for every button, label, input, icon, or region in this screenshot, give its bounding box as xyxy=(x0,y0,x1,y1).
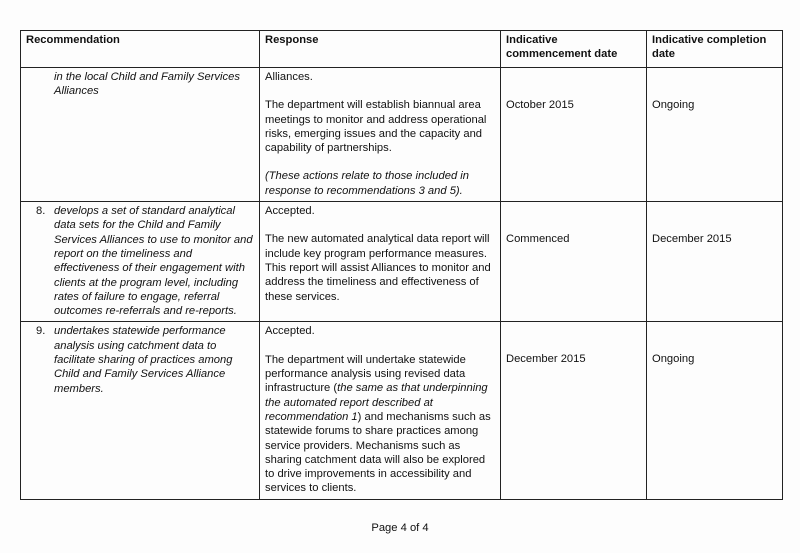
response-cell xyxy=(260,202,501,322)
response-body: The department will establish biannual area meetings to monitor and address operational risks, emerging issues and the capacity and capability of partnerships. xyxy=(265,99,487,155)
recommendation-cell xyxy=(21,202,260,322)
response-note: (These actions relate to those included in response to recommendations 3 and 5). xyxy=(265,170,469,197)
commencement-date: October 2015 xyxy=(506,99,574,111)
recommendation-text: develops a set of standard analytical data sets for the Child and Family Services Alliances to use to monitor and report on the timeliness and effectiveness of their engagement with clients at the program level, including rates of failure to engage, referral outcomes re-referrals and re-reports. xyxy=(54,205,253,318)
recommendation-cell xyxy=(21,68,260,202)
response-lead: Accepted. xyxy=(265,205,315,218)
response-body: The new automated analytical data report will include key program performance measures. This report will assist Alliances to monitor and address the timeliness and effectiveness of these services. xyxy=(265,233,491,303)
commencement-cell xyxy=(501,202,647,322)
response-cell xyxy=(260,68,501,202)
recommendation-text: undertakes statewide performance analysis using catchment data to facilitate sharing of practices among Child and Family Services Alliance members. xyxy=(54,325,233,395)
header-response: Response xyxy=(260,31,501,68)
completion-date: Ongoing xyxy=(652,353,695,366)
recommendation-cell xyxy=(21,322,260,499)
header-commencement-date: Indicative commencement date xyxy=(501,31,647,68)
table-row xyxy=(21,68,783,202)
completion-cell xyxy=(647,202,783,322)
completion-date: Ongoing xyxy=(652,99,695,111)
recommendation-number: 9. xyxy=(36,325,46,338)
response-lead: Accepted. xyxy=(265,325,315,338)
response-body xyxy=(265,353,496,496)
completion-cell xyxy=(647,322,783,499)
recommendation-text: in the local Child and Family Services Alliances xyxy=(54,71,240,98)
table-header-row xyxy=(21,31,783,68)
page-number: Page 4 of 4 xyxy=(371,522,429,534)
response-body-part: ) and mechanisms such as statewide forums to share practices among service providers. Mechanisms such as sharing catchment data will also be explored to drive improvements in accessibility and services to clients. xyxy=(265,410,491,495)
recommendations-table xyxy=(20,30,783,500)
table-row xyxy=(21,322,783,499)
commencement-cell xyxy=(501,68,647,202)
response-lead: Alliances. xyxy=(265,71,313,83)
recommendation-number: 8. xyxy=(36,205,46,218)
response-cell xyxy=(260,322,501,499)
response-body-italic: the same as that underpinning the automated report described at recommendation 1 xyxy=(265,382,488,423)
response-body-part: The department will undertake statewide performance analysis using revised data infrastructure ( xyxy=(265,353,466,395)
commencement-cell xyxy=(501,322,647,499)
table-row xyxy=(21,202,783,322)
completion-date: December 2015 xyxy=(652,233,732,246)
header-completion-date: Indicative completion date xyxy=(647,31,783,68)
completion-cell xyxy=(647,68,783,202)
header-recommendation: Recommendation xyxy=(21,31,260,68)
commencement-date: Commenced xyxy=(506,233,570,246)
commencement-date: December 2015 xyxy=(506,353,586,366)
